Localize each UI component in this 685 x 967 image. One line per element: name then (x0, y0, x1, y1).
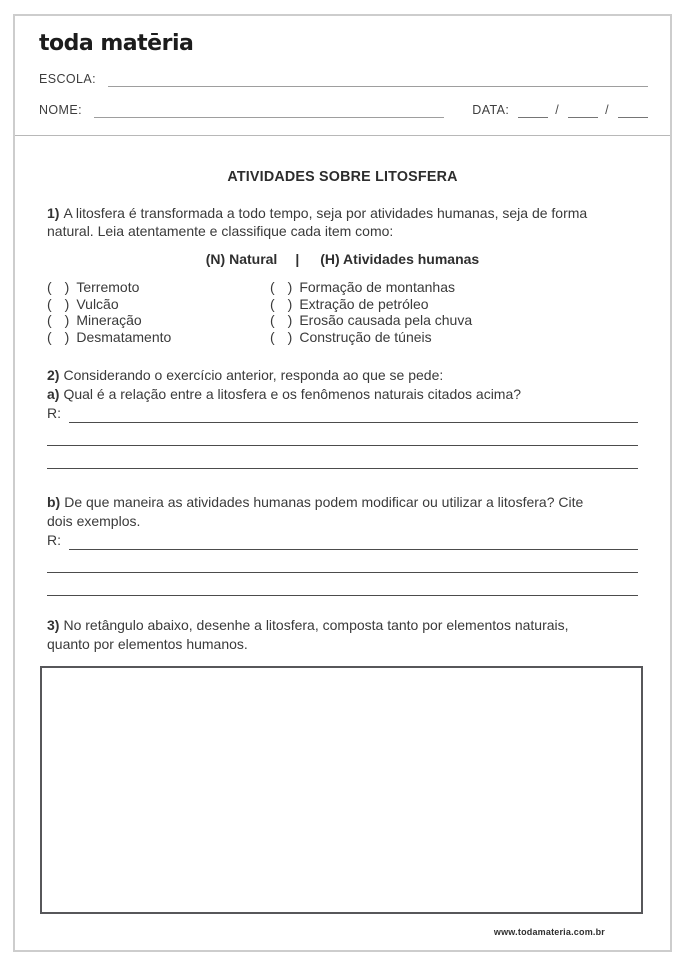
checklist-item-mineracao: ( ) Mineração (47, 312, 142, 328)
worksheet-page (13, 14, 672, 952)
school-label: ESCOLA: (39, 72, 96, 86)
name-field-row (39, 103, 648, 118)
answer-2b-row (47, 531, 638, 550)
checklist-item-construcao-tuneis: ( ) Construção de túneis (270, 328, 432, 345)
header-divider (15, 135, 670, 136)
checklist-item-formacao-montanhas: ( ) Formação de montanhas (270, 279, 455, 295)
toda-materia-logo: toda matēria (39, 31, 194, 56)
question-1-text (47, 204, 638, 240)
answer-2a-row (47, 404, 638, 423)
answer-2b-line-2[interactable] (47, 550, 638, 573)
date-month-line[interactable] (568, 103, 598, 118)
checkbox-field[interactable]: ( ) (270, 295, 293, 312)
question-1-line1: 1) A litosfera é transformada a todo tempo, seja por atividades humanas, seja de forma (47, 205, 588, 221)
question-2-number: 2) (47, 367, 60, 383)
checklist-item-erosao-chuva: ( ) Erosão causada pela chuva (270, 312, 473, 328)
checklist-item-terremoto: ( ) Terremoto (47, 279, 140, 295)
legend-natural: (N) Natural (205, 251, 278, 267)
date-year-line[interactable] (618, 103, 648, 118)
school-input-line[interactable] (108, 72, 648, 87)
drawing-area[interactable] (40, 666, 643, 914)
question-2a-text: a) Qual é a relação entre a litosfera e os fenômenos naturais citados acima? (47, 386, 522, 402)
legend-human: (H) Atividades humanas (320, 251, 480, 267)
checklist-row (47, 311, 638, 328)
answer-2b-line-3[interactable] (47, 573, 638, 596)
date-slash: / (555, 103, 560, 117)
school-field-row (39, 72, 648, 87)
name-label: NOME: (39, 103, 82, 117)
question-2b (47, 493, 638, 596)
worksheet-body (15, 168, 670, 941)
question-3-line1: 3) No retângulo abaixo, desenhe a litosfera, composta tanto por elementos naturais, (47, 617, 569, 633)
checklist-item-desmatamento: ( ) Desmatamento (47, 328, 172, 345)
checklist-row (47, 295, 638, 312)
checkbox-field[interactable]: ( ) (270, 328, 293, 345)
date-slash: / (605, 103, 609, 117)
question-2b-line1: b) De que maneira as atividades humanas podem modificar ou utilizar a litosfera? Cite (47, 494, 584, 510)
checklist-row (47, 328, 638, 345)
question-1-line2: natural. Leia atentamente e classifique cada item como: (47, 223, 394, 239)
date-label: DATA: (472, 103, 510, 117)
question-1-number: 1) (47, 205, 60, 221)
answer-2a-line-1[interactable] (69, 407, 638, 423)
checklist-item-extracao-petroleo: ( ) Extração de petróleo (270, 295, 429, 312)
page-header (15, 16, 670, 118)
question-3-number: 3) (47, 617, 60, 633)
checklist-item-vulcao: ( ) Vulcão (47, 295, 119, 312)
worksheet-title: ATIVIDADES SOBRE LITOSFERA (227, 169, 458, 185)
legend-divider: | (295, 251, 300, 267)
classification-legend (47, 250, 638, 268)
answer-2a-line-2[interactable] (47, 423, 638, 446)
classification-checklist (47, 278, 638, 344)
question-2-text: 2) Considerando o exercício anterior, responda ao que se pede: (47, 367, 444, 383)
answer-prefix: R: (47, 532, 61, 548)
question-3-line2: quanto por elementos humanos. (47, 636, 248, 652)
question-2b-number: b) (47, 494, 61, 510)
date-day-line[interactable] (518, 103, 548, 118)
checkbox-field[interactable]: ( ) (47, 328, 70, 345)
question-3 (47, 616, 638, 914)
answer-2b-line-1[interactable] (69, 534, 638, 550)
checkbox-field[interactable]: ( ) (270, 279, 293, 295)
checkbox-field[interactable]: ( ) (270, 312, 293, 328)
checkbox-field[interactable]: ( ) (47, 295, 70, 312)
checklist-row (47, 278, 638, 295)
checkbox-field[interactable]: ( ) (47, 279, 70, 295)
question-2a-number: a) (47, 386, 60, 402)
date-field-group (472, 103, 648, 118)
checkbox-field[interactable]: ( ) (47, 312, 70, 328)
name-input-line[interactable] (94, 103, 444, 118)
question-2b-line2: dois exemplos. (47, 513, 141, 529)
answer-2a-line-3[interactable] (47, 446, 638, 469)
question-2 (47, 366, 638, 469)
footer-url: www.todamateria.com.br (493, 927, 605, 937)
answer-prefix: R: (47, 405, 61, 421)
